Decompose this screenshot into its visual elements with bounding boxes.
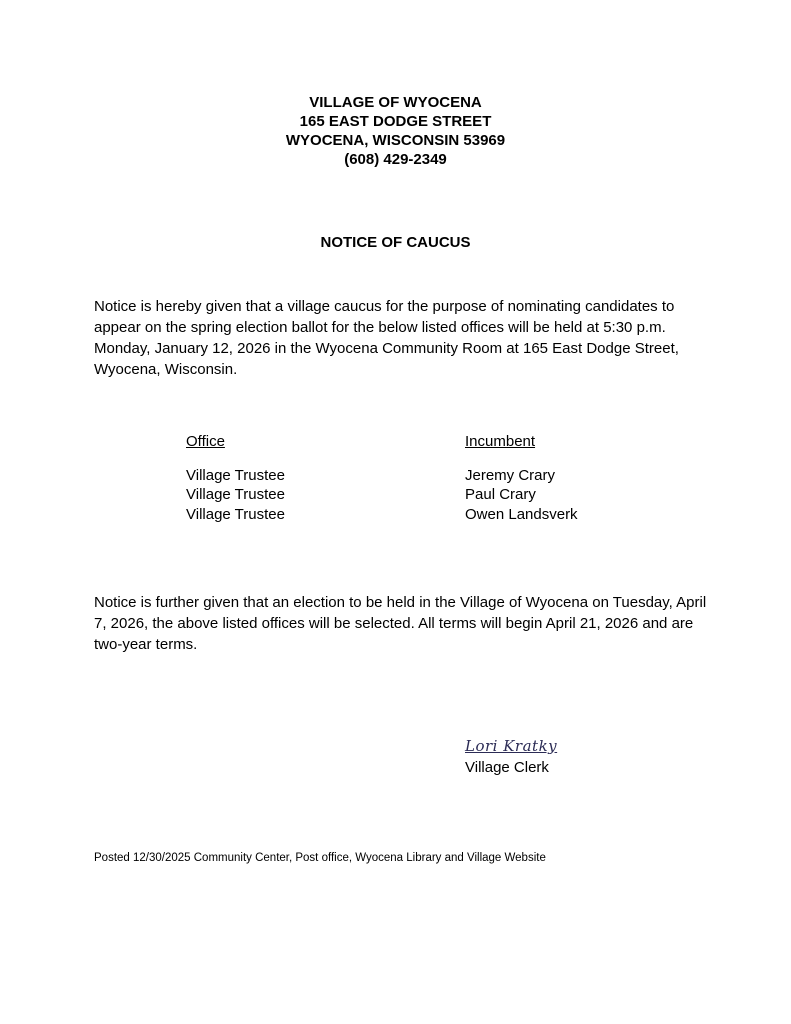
notice-title: NOTICE OF CAUCUS [320, 234, 471, 251]
table-row [186, 466, 578, 486]
letterhead [0, 93, 791, 169]
incumbent-column-header: Incumbent [465, 433, 536, 450]
incumbent-cell: Paul Crary [465, 486, 536, 503]
office-cell: Village Trustee [186, 466, 285, 484]
office-cell: Village Trustee [186, 505, 285, 523]
village-name: VILLAGE OF WYOCENA [309, 94, 482, 111]
incumbent-cell: Jeremy Crary [465, 466, 556, 484]
incumbent-cell: Owen Landsverk [465, 505, 578, 523]
clerk-title: Village Clerk [465, 759, 549, 776]
posted-footnote: Posted 12/30/2025 Community Center, Post office, Wyocena Library and Village Website [94, 852, 546, 864]
city-state-zip: WYOCENA, WISCONSIN 53969 [285, 132, 506, 149]
table-header-row [186, 432, 578, 466]
phone-number: (608) 429-2349 [344, 151, 447, 168]
street-address: 165 EAST DODGE STREET [299, 113, 492, 130]
office-column-header: Office [186, 433, 225, 450]
clerk-signature: Lori Kratky [465, 737, 558, 755]
office-cell: Village Trustee [186, 486, 285, 503]
offices-table [186, 432, 578, 524]
table-row [186, 485, 578, 505]
caucus-notice-paragraph: Notice is hereby given that a village caucus for the purpose of nominating candidates to appear on the spring election ballot for the below listed offices will be held at 5:30 p.m. Monday, January 12, 2026 in the Wyocena Community Room at 165 East Dodge Street, Wyocena, Wisconsin. [94, 298, 679, 378]
table-row [186, 505, 578, 525]
election-notice-paragraph: Notice is further given that an election to be held in the Village of Wyocena on Tuesday, April 7, 2026, the above listed offices will be selected. All terms will begin April 21, 2026 and are two-year terms. [94, 594, 707, 653]
